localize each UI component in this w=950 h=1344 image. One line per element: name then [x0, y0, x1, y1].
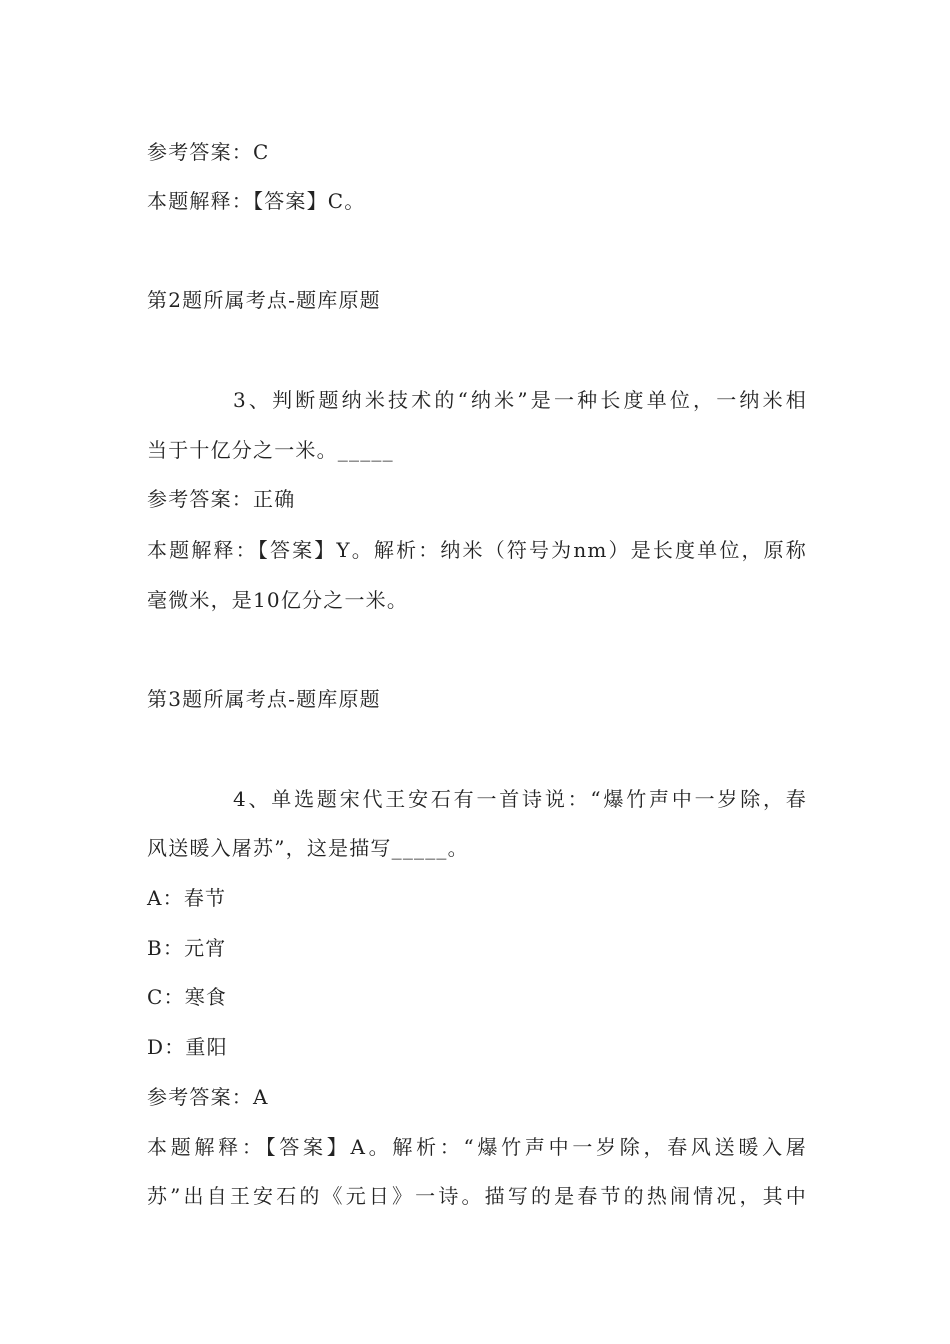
- q3-stem-line2: 当于十亿分之一米。_____: [147, 438, 394, 462]
- q4-stem-line2: 风送暖入屠苏”，这是描写_____。: [147, 836, 469, 860]
- q4-answer: 参考答案：A: [147, 1085, 269, 1109]
- q4-option-b: B：元宵: [147, 936, 227, 960]
- q4-explanation-line1: 本题解释：【答案】A。解析：“爆竹声中一岁除，春风送暖入屠: [147, 1135, 807, 1159]
- q2-answer: 参考答案：C: [147, 140, 270, 164]
- q4-explanation-line2: 苏”出自王安石的《元日》一诗。描写的是春节的热闹情况，其中: [147, 1184, 807, 1208]
- q3-answer: 参考答案：正确: [147, 487, 296, 511]
- q3-knowledge-point: 第3题所属考点-题库原题: [147, 687, 381, 711]
- q4-stem-line1: 4、单选题宋代王安石有一首诗说：“爆竹声中一岁除，春: [233, 787, 807, 811]
- q2-knowledge-point: 第2题所属考点-题库原题: [147, 288, 381, 312]
- q3-stem-line1: 3、判断题纳米技术的“纳米”是一种长度单位，一纳米相: [233, 388, 807, 412]
- q2-explanation: 本题解释：【答案】C。: [147, 189, 366, 213]
- q3-explanation-line2: 毫微米，是10亿分之一米。: [147, 588, 409, 612]
- q4-option-d: D：重阳: [147, 1035, 228, 1059]
- q3-explanation-line1: 本题解释：【答案】Y。解析：纳米（符号为nm）是长度单位，原称: [147, 538, 807, 562]
- q4-option-c: C：寒食: [147, 985, 228, 1009]
- q4-option-a: A：春节: [147, 886, 227, 910]
